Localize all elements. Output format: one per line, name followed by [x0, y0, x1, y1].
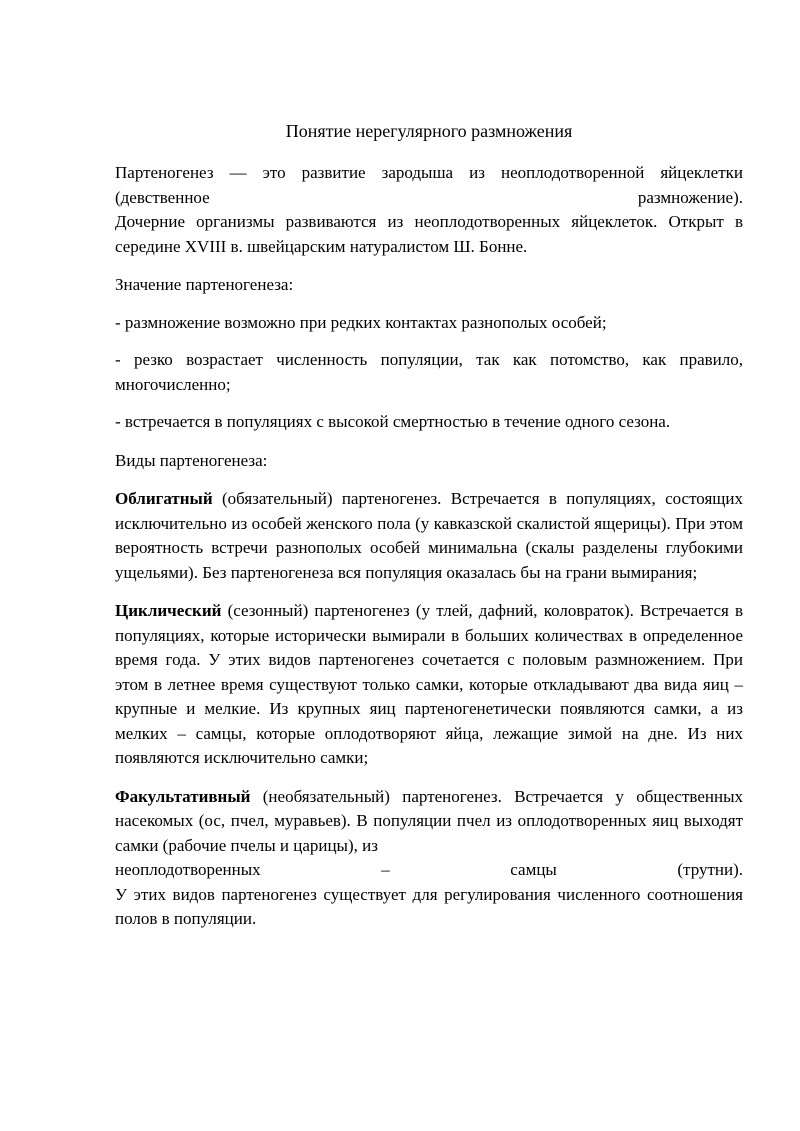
significance-heading: Значение партеногенеза:	[115, 275, 294, 294]
intro-line-2-left: (девственное	[115, 187, 210, 207]
type-text: (обязательный) партеногенез. Встречается в популяциях, состоящих исключительно из особей женского пола (у кавказской скалистой ящерицы). При этом вероятность встречи разнополых особей минимальна (скалы разделены глубокими ущельями). Без партеногенеза вся популяция оказалась бы на грани вымирания;	[115, 489, 743, 582]
significance-item: - размножение возможно при редких контактах разнополых особей;	[115, 312, 607, 332]
document-title: Понятие нерегулярного размножения	[285, 121, 573, 141]
word: неоплодотворенных	[115, 860, 261, 879]
significance-item: - резко возрастает численность популяции, так как потомство, как правило, многочисленно;	[115, 350, 743, 394]
intro-paragraph	[115, 161, 743, 259]
intro-line-2	[115, 186, 743, 211]
type-text: (сезонный) партеногенез (у тлей, дафний, коловраток). Встречается в популяциях, которые исторически вымирали в больших количествах в определенное время года. У этих видов партеногенез сочетается с половым размножением. При этом в летнее время существуют только самки, которые откладывают два вида яиц – крупные и мелкие. Из крупных яиц партеногенетически появляются самки, а из мелких – самцы, которые оплодотворяют яйца, лежащие зимой на дне. Из них появляются исключительно самки;	[115, 601, 743, 767]
word: (трутни).	[677, 860, 743, 879]
intro-line-1: Партеногенез — это развитие зародыша из неоплодотворенной яйцеклетки	[115, 163, 743, 182]
type-cyclic	[115, 599, 743, 771]
type-text: (необязательный) партеногенез. Встречается у общественных насекомых (ос, пчел, муравьев). В популяции пчел из оплодотворенных яиц выходят самки (рабочие пчелы и царицы), из	[115, 786, 743, 855]
document-page	[115, 118, 743, 932]
type-name: Факультативный	[115, 786, 251, 806]
dash: –	[381, 860, 390, 879]
type-facultative-line	[115, 858, 743, 883]
intro-line-2-right: размножение).	[637, 187, 743, 207]
type-facultative-tail: У этих видов партеногенез существует для регулирования численного соотношения полов в популяции.	[115, 884, 743, 928]
significance-item: - встречается в популяциях с высокой смертностью в течение одного сезона.	[115, 412, 671, 431]
type-facultative	[115, 785, 743, 932]
type-obligate	[115, 487, 743, 585]
word: самцы	[510, 860, 557, 879]
types-heading: Виды партеногенеза:	[115, 450, 268, 470]
type-name: Циклический	[115, 601, 222, 620]
intro-rest: Дочерние организмы развиваются из неоплодотворенных яйцеклеток. Открыт в середине XVIII в. швейцарским натуралистом Ш. Бонне.	[115, 212, 743, 256]
type-name: Облигатный	[115, 489, 213, 508]
